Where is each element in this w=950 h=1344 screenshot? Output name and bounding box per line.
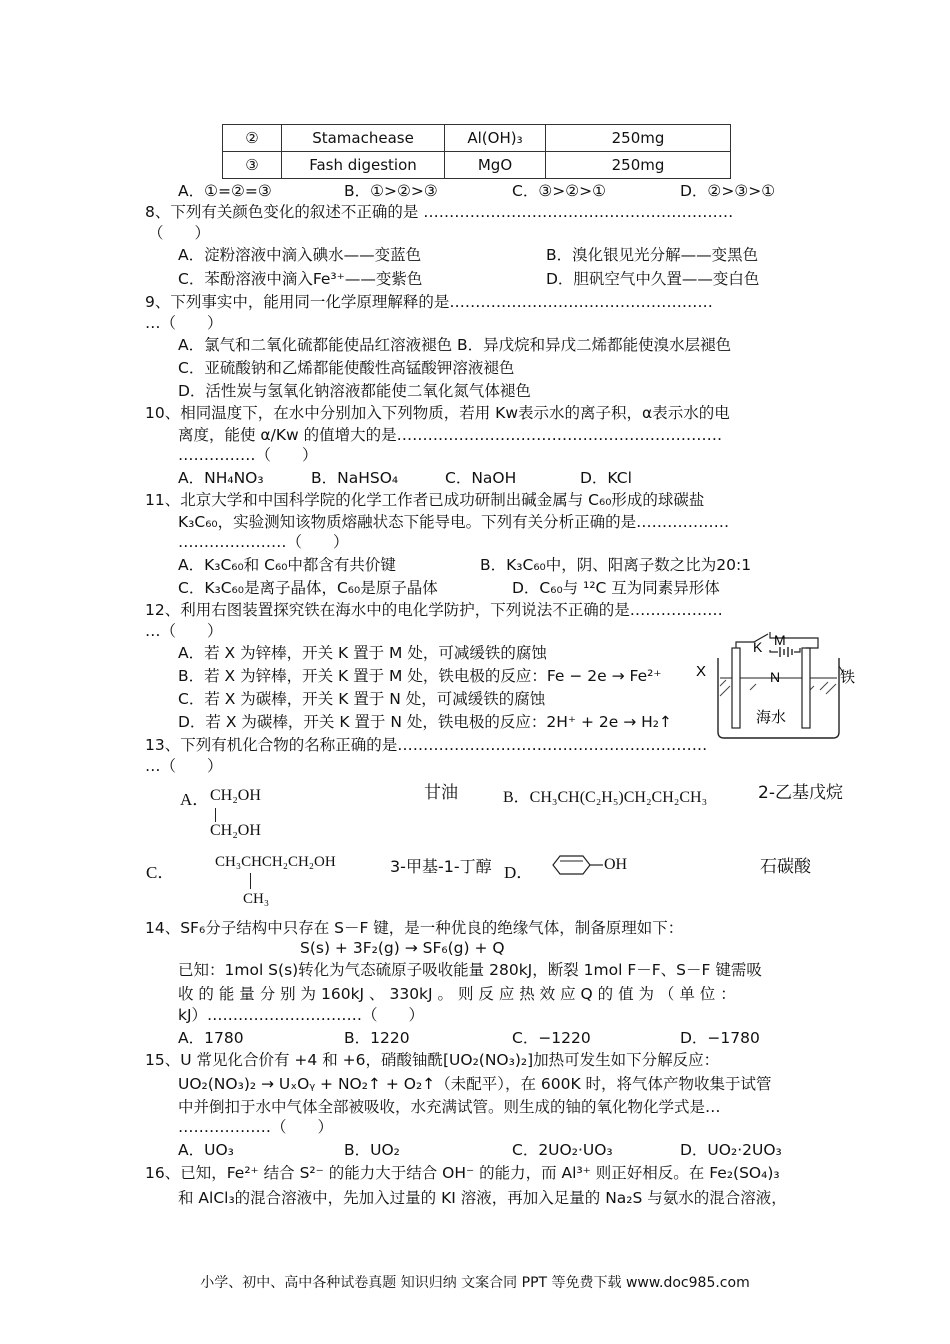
q14-option-a: A．1780 bbox=[178, 1029, 244, 1047]
q7-option-d: D．②>③>① bbox=[680, 182, 776, 200]
q14-line3: kJ）…………………………（ ） bbox=[178, 1006, 425, 1024]
q13-a-bond bbox=[215, 808, 216, 822]
q13-c-label: C． bbox=[146, 863, 175, 882]
q13-a-label: A． bbox=[180, 790, 210, 809]
q13-c-bond bbox=[250, 873, 251, 889]
q8-paren: （ ） bbox=[148, 224, 211, 242]
q15-line3: ………………（ ） bbox=[178, 1118, 334, 1136]
q8-option-c: C．苯酚溶液中滴入Fe³⁺——变紫色 bbox=[178, 270, 423, 288]
q14-option-b: B．1220 bbox=[344, 1029, 410, 1047]
q15-option-c: C．2UO₂·UO₃ bbox=[512, 1141, 613, 1159]
q11-option-d: D．C₆₀与 ¹²C 互为同素异形体 bbox=[512, 579, 720, 597]
q9-option-ab: A．氯气和二氧化硫都能使品红溶液褪色 B．异戊烷和异戊二烯都能使溴水层褪色 bbox=[178, 336, 732, 354]
q7-option-c: C．③>②>① bbox=[512, 182, 606, 200]
q13-c-branch: CH₃ bbox=[243, 891, 270, 907]
q14-equation: S(s) + 3F₂(g) → SF₆(g) + Q bbox=[300, 939, 505, 957]
electrochem-apparatus-diagram bbox=[690, 630, 865, 742]
x-electrode bbox=[732, 648, 740, 728]
q13-a-bot: CH₂OH bbox=[210, 822, 261, 839]
ingredient: Al(OH)₃ bbox=[445, 125, 546, 152]
q11-cont2: …………………（ ） bbox=[178, 533, 349, 551]
benzene-ring-icon bbox=[545, 853, 605, 877]
q12-option-b: B．若 X 为锌棒，开关 K 置于 M 处，铁电极的反应：Fe − 2e → Fe²⁺ bbox=[178, 667, 662, 685]
q13-d-oh: OH bbox=[604, 856, 628, 873]
product-name: Fash digestion bbox=[282, 152, 445, 179]
row-number: ② bbox=[223, 125, 282, 152]
q13-c-name: 3-甲基-1-丁醇 bbox=[390, 857, 492, 876]
row-number: ③ bbox=[223, 152, 282, 179]
q12-stem: 12、利用右图装置探究铁在海水中的电化学防护，下列说法不正确的是……………… bbox=[145, 601, 723, 619]
ingredient: MgO bbox=[445, 152, 546, 179]
q8-stem: 8、下列有关颜色变化的叙述不正确的是 …………………………………………………… bbox=[145, 203, 734, 221]
q12-option-a: A．若 X 为锌棒，开关 K 置于 M 处，可减缓铁的腐蚀 bbox=[178, 644, 547, 662]
q13-stem: 13、下列有机化合物的名称正确的是…………………………………………………… bbox=[145, 736, 708, 754]
q13-b-name: 2-乙基戊烷 bbox=[758, 783, 843, 803]
q13-a-name: 甘油 bbox=[424, 783, 458, 803]
q10-cont2: ……………（ ） bbox=[178, 446, 318, 464]
q12-cont: …（ ） bbox=[145, 622, 223, 640]
q13-d-name: 石碳酸 bbox=[760, 857, 811, 877]
q9-option-d: D．活性炭与氢氧化钠溶液都能使二氧化氮气体褪色 bbox=[178, 382, 531, 400]
q9-stem: 9、下列事实中，能用同一化学原理解释的是…………………………………………… bbox=[145, 293, 713, 311]
label-n: N bbox=[770, 669, 781, 685]
q14-stem: 14、SF₆分子结构中只存在 S－F 键，是一种优良的绝缘气体，制备原理如下： bbox=[145, 919, 684, 937]
label-k: K bbox=[753, 639, 763, 655]
dose: 250mg bbox=[546, 152, 731, 179]
q9-option-c: C．亚硫酸钠和乙烯都能使酸性高锰酸钾溶液褪色 bbox=[178, 359, 515, 377]
product-name: Stamachease bbox=[282, 125, 445, 152]
q8-option-a: A．淀粉溶液中滴入碘水——变蓝色 bbox=[178, 246, 422, 264]
q10-option-c: C．NaOH bbox=[445, 469, 517, 487]
label-m: M bbox=[774, 632, 786, 648]
q14-option-d: D．−1780 bbox=[680, 1029, 760, 1047]
q13-d-label: D． bbox=[504, 863, 534, 882]
q10-stem: 10、相同温度下，在水中分别加入下列物质，若用 Kw表示水的离子积，α表示水的电 bbox=[145, 404, 730, 422]
q14-line1: 已知：1mol S(s)转化为气态硫原子吸收能量 280kJ，断裂 1mol F－F、S－F 键需吸 bbox=[178, 961, 762, 979]
q16-stem: 16、已知，Fe²⁺ 结合 S²⁻ 的能力大于结合 OH⁻ 的能力，而 Al³⁺ 则正好相反。在 Fe₂(SO₄)₃ bbox=[145, 1164, 780, 1182]
table-row bbox=[223, 125, 731, 152]
q15-stem: 15、U 常见化合价有 +4 和 +6，硝酸铀酰[UO₂(NO₃)₂]加热可发生如下分解反应： bbox=[145, 1051, 720, 1069]
q12-option-c: C．若 X 为碳棒，开关 K 置于 N 处，可减缓铁的腐蚀 bbox=[178, 690, 546, 708]
q16-line1: 和 AlCl₃的混合溶液中，先加入过量的 KI 溶液，再加入足量的 Na₂S 与氨水的混合溶液， bbox=[178, 1189, 787, 1207]
wire-n bbox=[770, 650, 778, 652]
q15-option-d: D．UO₂·2UO₃ bbox=[680, 1141, 782, 1159]
q7-option-a: A．①=②=③ bbox=[178, 182, 272, 200]
q13-cont: …（ ） bbox=[145, 757, 223, 775]
q15-option-a: A．UO₃ bbox=[178, 1141, 234, 1159]
q8-option-d: D．胆矾空气中久置——变白色 bbox=[546, 270, 760, 288]
dose: 250mg bbox=[546, 125, 731, 152]
q15-line1: UO₂(NO₃)₂ → UₓOᵧ + NO₂↑ + O₂↑（未配平），在 600K 时，将气体产物收集于试管 bbox=[178, 1075, 772, 1093]
wire-left bbox=[736, 642, 754, 648]
q11-cont1: K₃C₆₀，实验测知该物质熔融状态下能导电。下列有关分析正确的是……………… bbox=[178, 513, 730, 531]
page-footer: 小学、初中、高中各种试卷真题 知识归纳 文案合同 PPT 等免费下载 www.doc985.com bbox=[200, 1275, 750, 1291]
table-row bbox=[223, 152, 731, 179]
q14-option-c: C．−1220 bbox=[512, 1029, 591, 1047]
q10-option-d: D．KCl bbox=[580, 469, 632, 487]
remedy-table bbox=[222, 124, 731, 179]
q8-option-b: B．溴化银见光分解——变黑色 bbox=[546, 246, 759, 264]
q7-option-b: B．①>②>③ bbox=[344, 182, 438, 200]
q11-option-b: B．K₃C₆₀中，阴、阳离子数之比为20:1 bbox=[480, 556, 752, 574]
q13-c-formula: CH₃CHCH₂CH₂OH bbox=[215, 854, 336, 870]
q15-option-b: B．UO₂ bbox=[344, 1141, 400, 1159]
q10-option-a: A．NH₄NO₃ bbox=[178, 469, 264, 487]
q11-option-a: A．K₃C₆₀和 C₆₀中都含有共价键 bbox=[178, 556, 396, 574]
q11-stem: 11、北京大学和中国科学院的化学工作者已成功研制出碱金属与 C₆₀形成的球碳盐 bbox=[145, 491, 705, 509]
q15-line2: 中并倒扣于水中气体全部被吸收，水充满试管。则生成的铀的氧化物化学式是… bbox=[178, 1098, 721, 1116]
q10-option-b: B．NaHSO₄ bbox=[311, 469, 399, 487]
label-x: X bbox=[696, 663, 707, 680]
q12-option-d: D．若 X 为碳棒，开关 K 置于 N 处，铁电极的反应：2H⁺ + 2e → H₂↑ bbox=[178, 713, 673, 731]
label-iron: 铁 bbox=[840, 668, 856, 686]
q14-line2: 收 的 能 量 分 别 为 160kJ 、 330kJ 。 则 反 应 热 效 应 Q 的 值 为 （ 单 位 ： bbox=[178, 985, 736, 1003]
wire-battery bbox=[794, 648, 800, 652]
q13-a-top: CH₂OH bbox=[210, 787, 261, 804]
label-seawater: 海水 bbox=[756, 708, 787, 726]
q9-cont: …（ ） bbox=[145, 314, 223, 332]
q13-b-formula: B．CH₃CH(C₂H₅)CH₂CH₂CH₃ bbox=[503, 789, 708, 806]
q11-option-c: C．K₃C₆₀是离子晶体，C₆₀是原子晶体 bbox=[178, 579, 438, 597]
iron-electrode bbox=[802, 648, 810, 728]
q10-cont1: 离度，能使 α/Kw 的值增大的是……………………………………………………… bbox=[178, 426, 723, 444]
